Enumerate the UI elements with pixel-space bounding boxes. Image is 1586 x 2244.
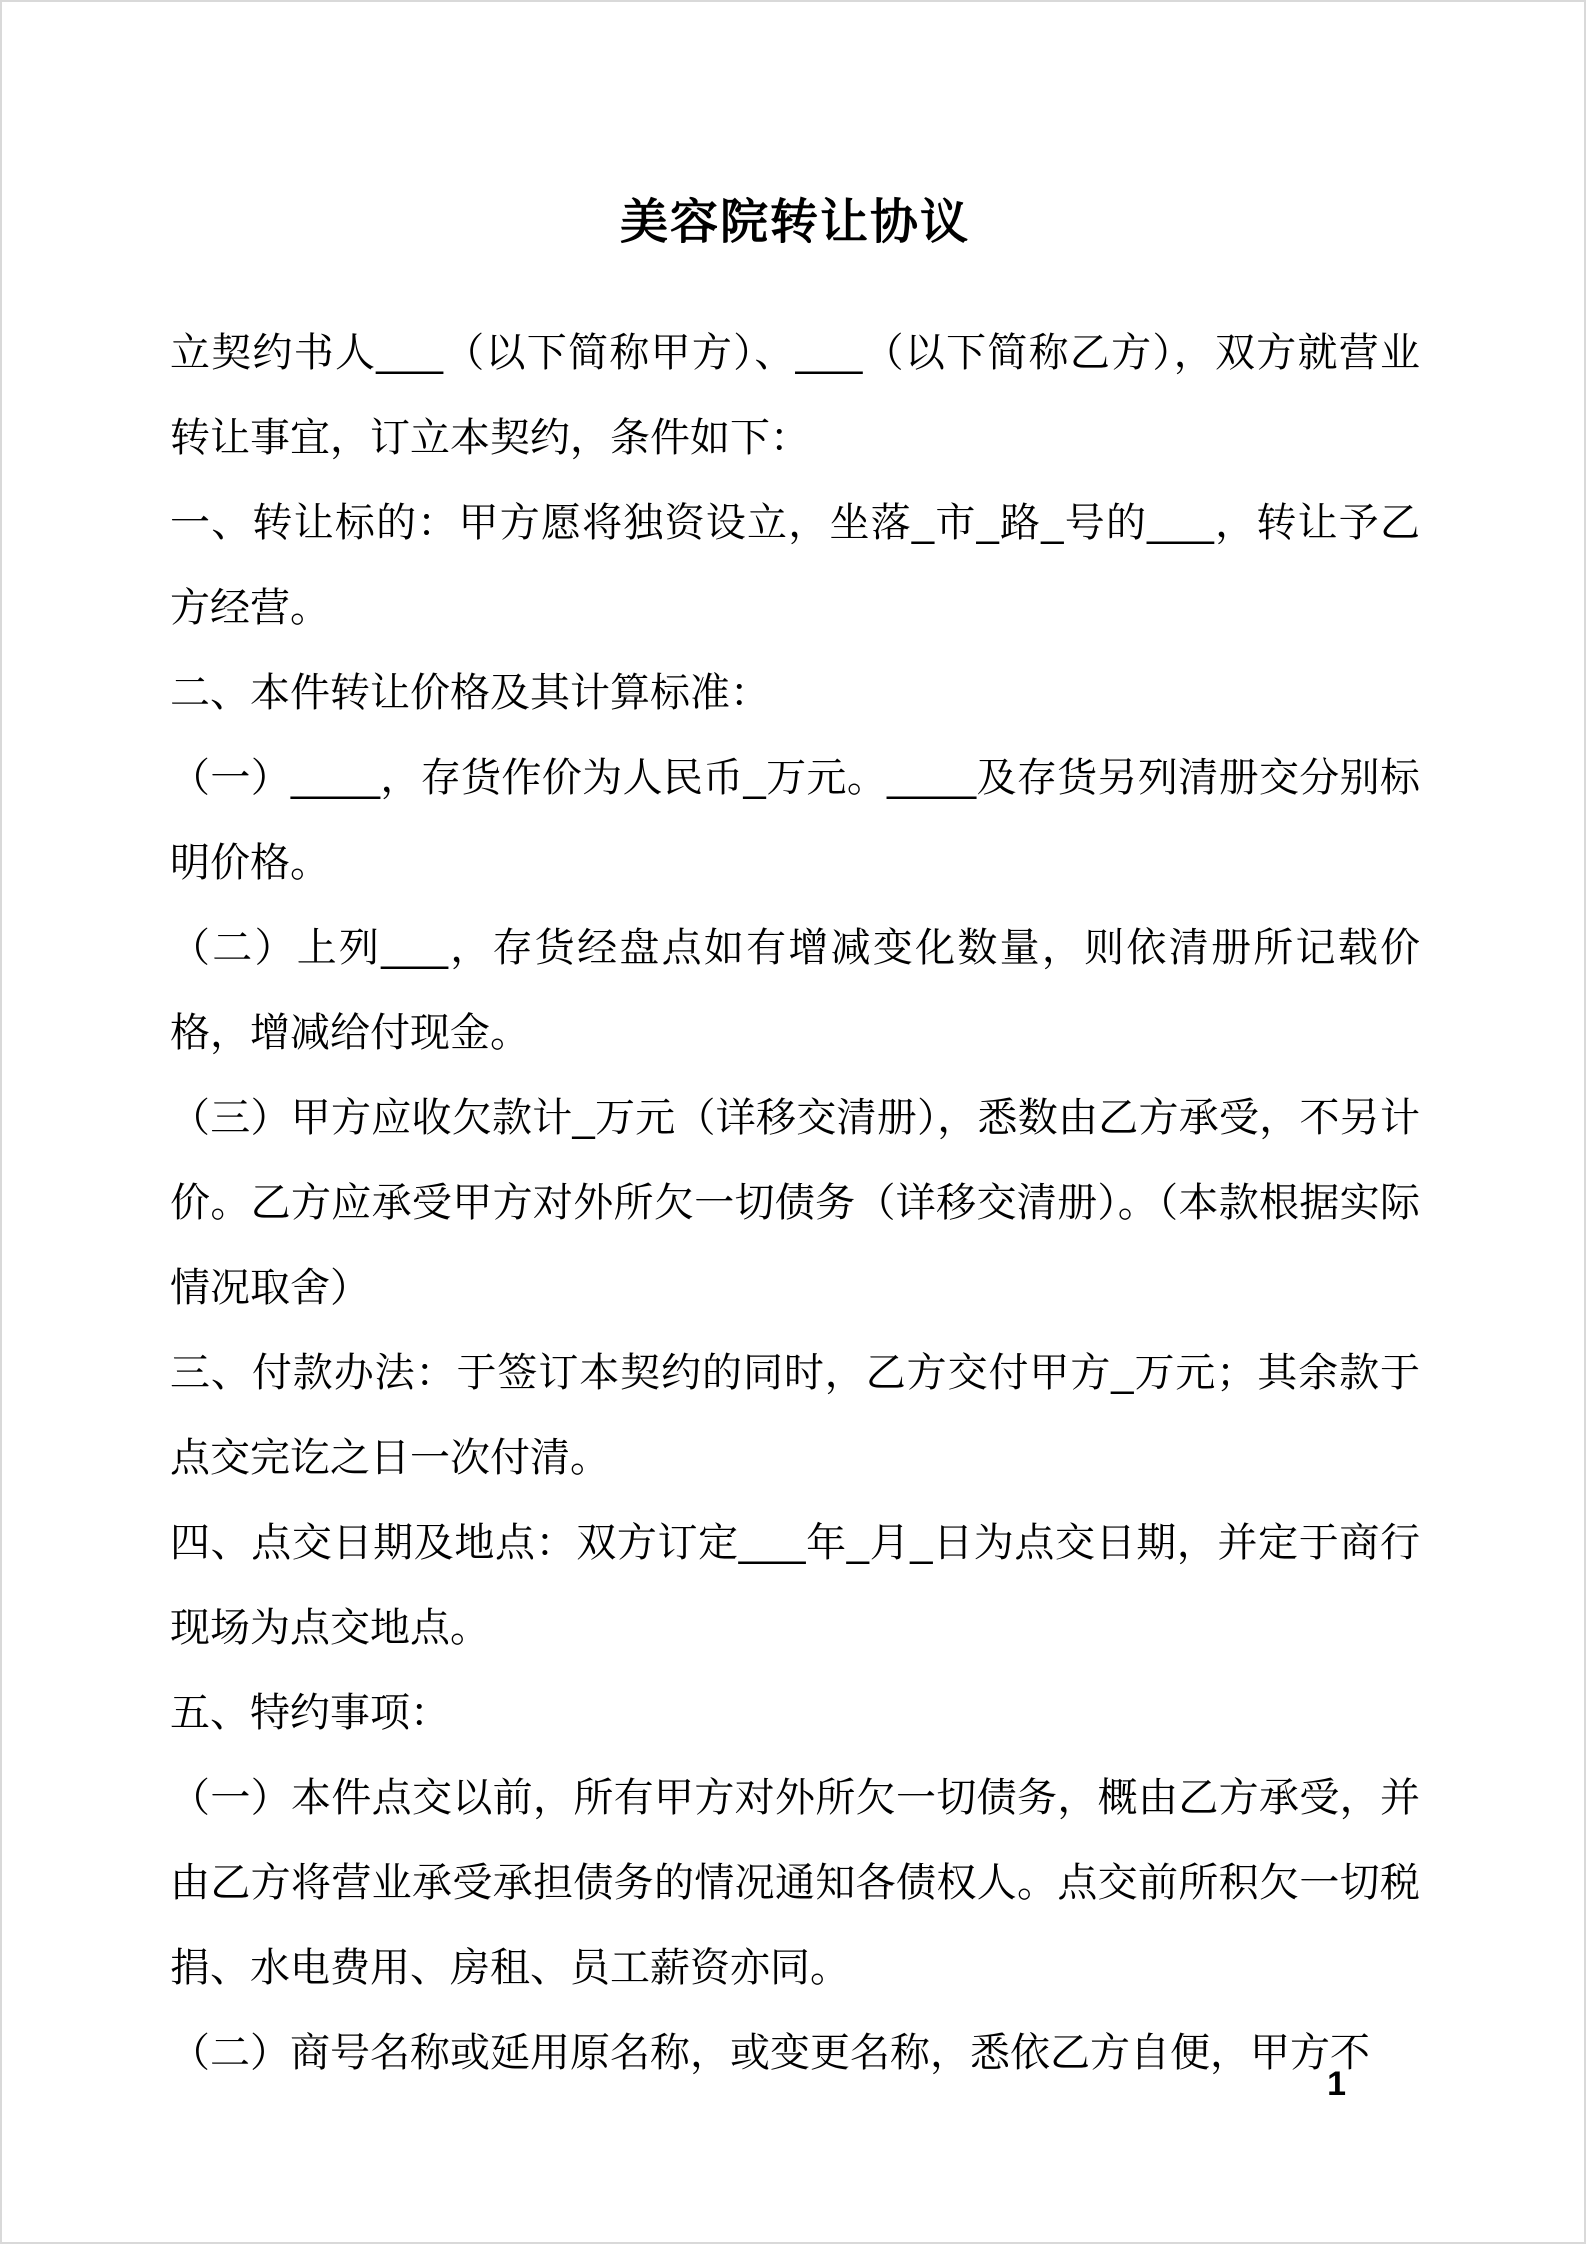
paragraph-clause-4: 四、点交日期及地点：双方订定___年_月_日为点交日期，并定于商行现场为点交地点。: [170, 1521, 1420, 1650]
paragraph-clause-5-item-2: （二）商号名称或延用原名称，或变更名称，悉依乙方自便，甲方不: [170, 2031, 1370, 2075]
paragraph-clause-2-item-1: （一）____，存货作价为人民币_万元。____及存货另列清册交分别标明价格。: [170, 756, 1420, 885]
paragraph-clause-2: 二、本件转让价格及其计算标准：: [170, 671, 770, 715]
paragraph-clause-3: 三、付款办法：于签订本契约的同时，乙方交付甲方_万元；其余款于点交完讫之日一次付清。: [170, 1351, 1420, 1480]
paragraph-clause-1: 一、转让标的：甲方愿将独资设立，坐落_市_路_号的___，转让予乙方经营。: [170, 501, 1420, 630]
paragraph-clause-2-item-3: （三）甲方应收欠款计_万元（详移交清册），悉数由乙方承受，不另计价。乙方应承受甲方对外所欠一切债务（详移交清册）。（本款根据实际情况取舍）: [170, 1096, 1420, 1310]
paragraph-clause-2-item-2: （二）上列___，存货经盘点如有增减变化数量，则依清册所记载价格，增减给付现金。: [170, 926, 1420, 1055]
paragraph-clause-5: 五、特约事项：: [170, 1691, 450, 1735]
page-number: 1: [1327, 2065, 1346, 2103]
paragraph-intro: 立契约书人___（以下简称甲方）、___（以下简称乙方），双方就营业转让事宜，订立本契约，条件如下：: [170, 331, 1420, 460]
document-title: 美容院转让协议: [619, 196, 970, 249]
paragraph-clause-5-item-1: （一）本件点交以前，所有甲方对外所欠一切债务，概由乙方承受，并由乙方将营业承受承担债务的情况通知各债权人。点交前所积欠一切税捐、水电费用、房租、员工薪资亦同。: [170, 1776, 1420, 1990]
